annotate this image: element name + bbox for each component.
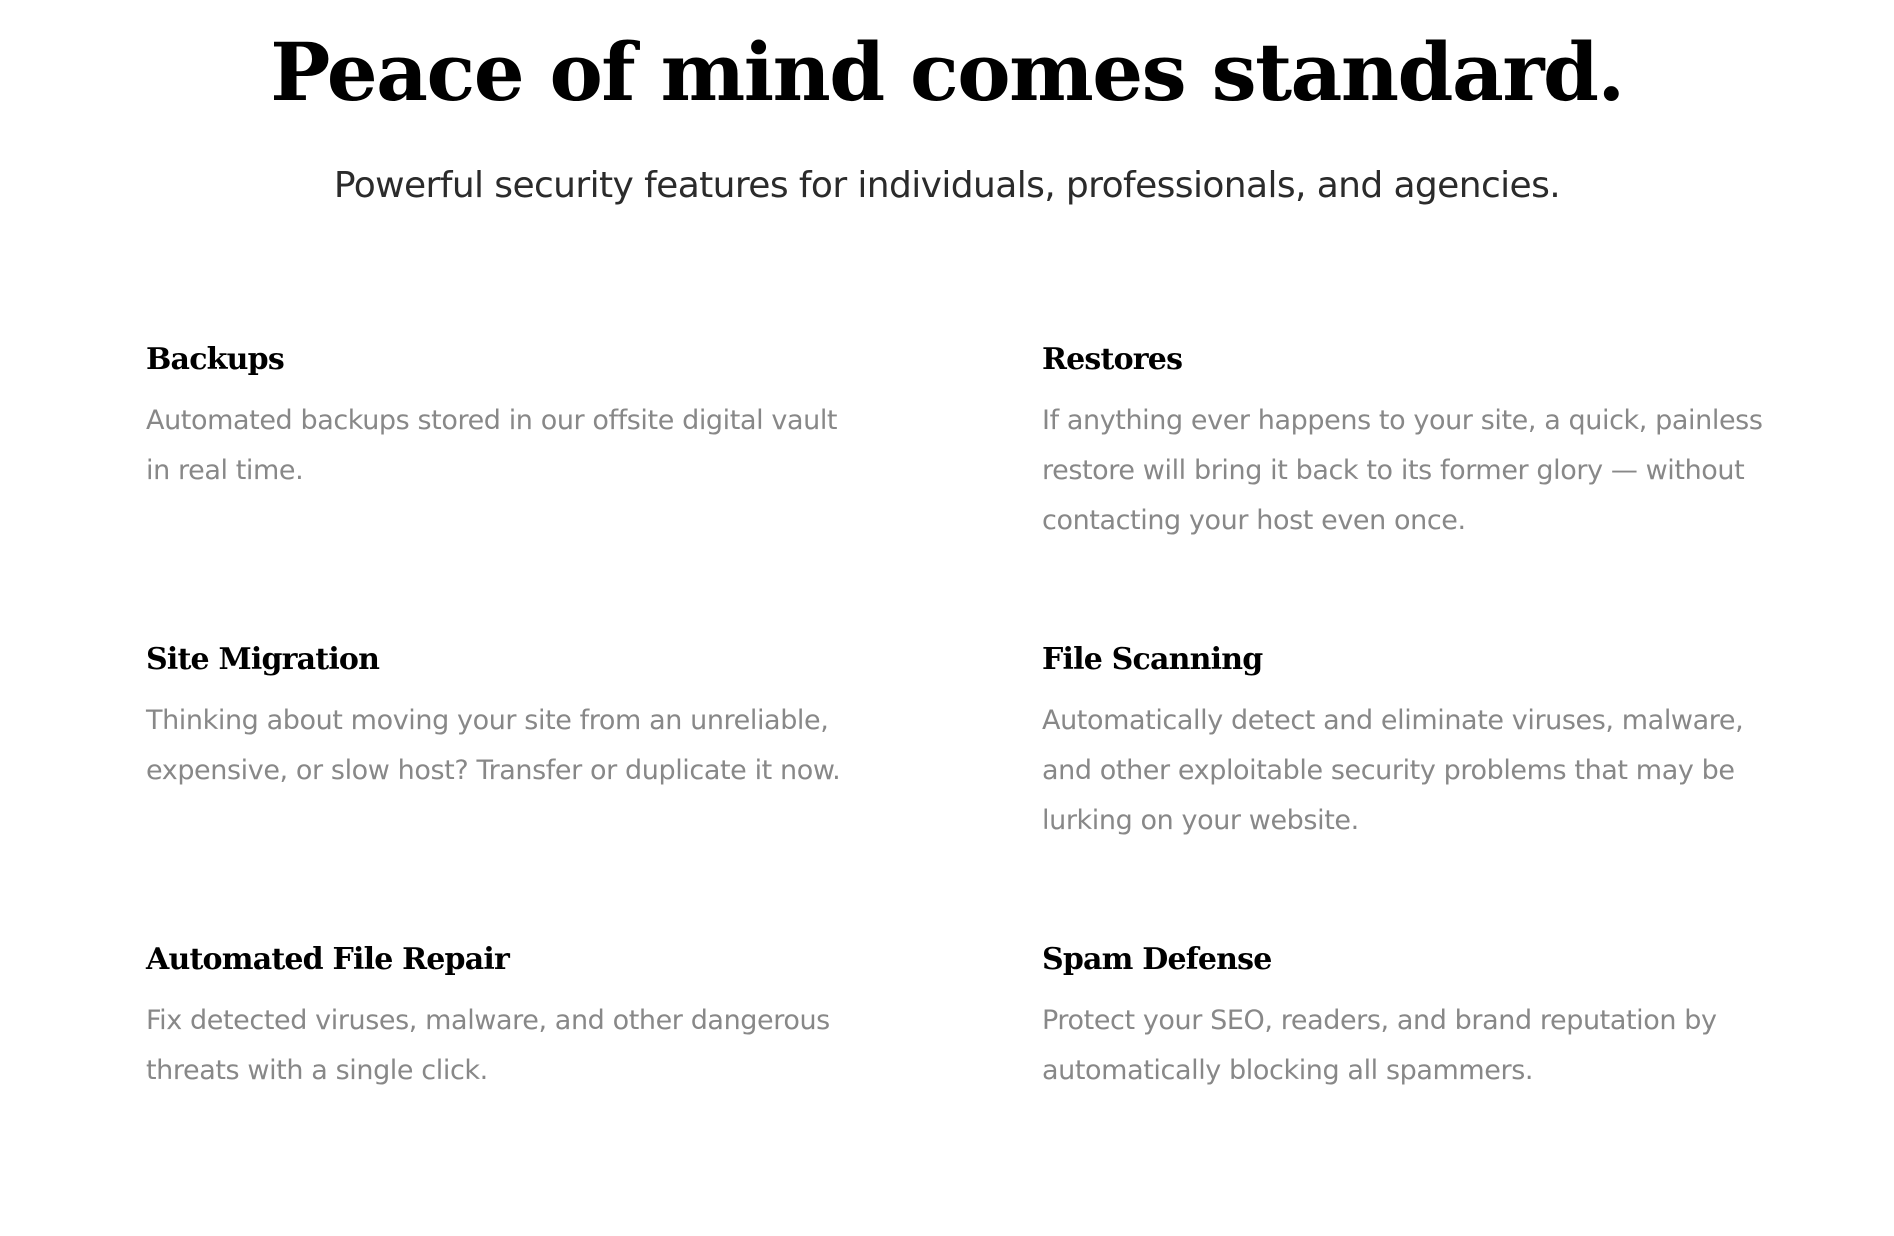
feature-spam-defense (1042, 936, 1766, 1236)
page-title: Peace of mind comes standard. (270, 25, 1624, 119)
feature-automated-file-repair (146, 936, 1042, 1236)
feature-description: Thinking about moving your site from an unreliable, expensive, or slow host? Transfer or duplicate it now. (146, 705, 841, 786)
feature-description: If anything ever happens to your site, a quick, painless restore will bring it back to its former glory — without contacting your host even once. (1042, 405, 1763, 536)
feature-title: Site Migration (146, 642, 380, 677)
feature-file-scanning (1042, 636, 1766, 936)
feature-title: Automated File Repair (146, 942, 509, 977)
feature-description: Fix detected viruses, malware, and other dangerous threats with a single click. (146, 1005, 830, 1086)
feature-description: Automated backups stored in our offsite digital vault in real time. (146, 405, 838, 486)
feature-restores (1042, 336, 1766, 636)
feature-backups (146, 336, 1042, 636)
feature-site-migration (146, 636, 1042, 936)
page-subtitle: Powerful security features for individuals, professionals, and agencies. (333, 165, 1561, 206)
features-grid (146, 336, 1766, 1236)
feature-title: Restores (1042, 342, 1183, 377)
feature-title: Spam Defense (1042, 942, 1272, 977)
feature-title: Backups (146, 342, 284, 377)
feature-description: Protect your SEO, readers, and brand reputation by automatically blocking all spammers. (1042, 1005, 1717, 1086)
feature-description: Automatically detect and eliminate viruses, malware, and other exploitable security problems that may be lurking on your website. (1042, 705, 1744, 836)
feature-title: File Scanning (1042, 642, 1263, 677)
